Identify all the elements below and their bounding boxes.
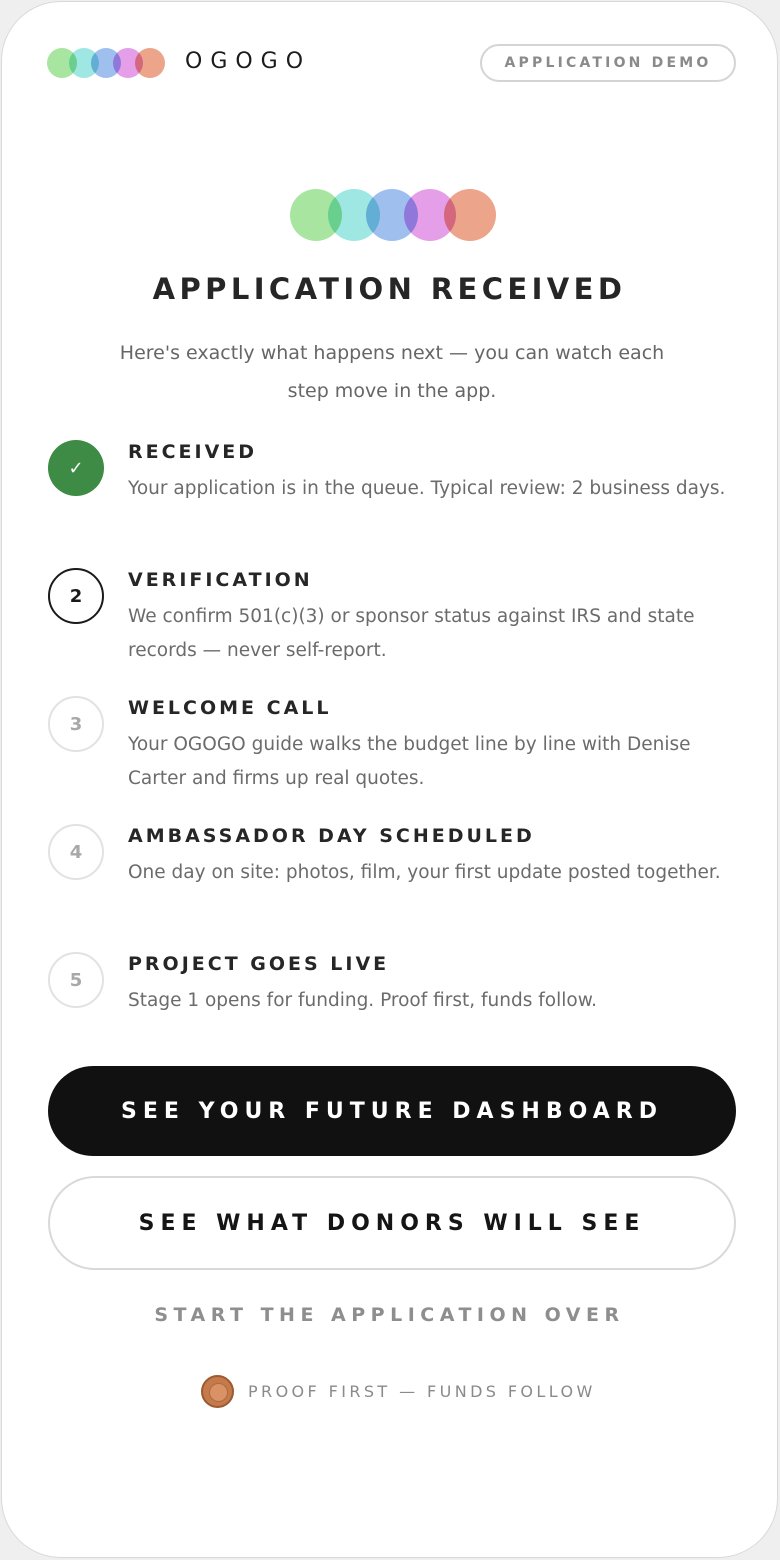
step-title: AMBASSADOR DAY SCHEDULED (128, 825, 535, 847)
page-title: APPLICATION RECEIVED (152, 272, 627, 306)
brand-name: OGOGO (185, 49, 312, 74)
step-verification (2, 566, 777, 686)
see-donor-view-button[interactable]: SEE WHAT DONORS WILL SEE (48, 1176, 736, 1270)
logo-dot (135, 48, 165, 78)
step-description: One day on site: photos, film, your first update posted together. (128, 862, 721, 883)
step-received (2, 438, 777, 558)
coin-icon (201, 1375, 234, 1408)
step-title: WELCOME CALL (128, 697, 332, 719)
hero-dots-icon (290, 189, 500, 243)
app-screen (1, 1, 778, 1558)
step-title: PROJECT GOES LIVE (128, 953, 390, 975)
step-number: 3 (48, 696, 104, 752)
step-description: Stage 1 opens for funding. Proof first, funds follow. (128, 990, 598, 1011)
tagline-text: PROOF FIRST — FUNDS FOLLOW (248, 1381, 596, 1401)
step-check-icon: ✓ (48, 440, 104, 496)
step-ambassador-day (2, 822, 777, 942)
step-title: RECEIVED (128, 441, 258, 463)
step-number: 4 (48, 824, 104, 880)
step-title: VERIFICATION (128, 569, 313, 591)
step-description: Your OGOGO guide walks the budget line by line with Denise Carter and firms up real quotes. (128, 734, 691, 789)
footer-tagline (201, 1374, 596, 1408)
step-number: 5 (48, 952, 104, 1008)
logo-dots-icon (47, 48, 167, 78)
header (2, 2, 777, 122)
step-project-live (2, 950, 777, 1070)
step-description: Your application is in the queue. Typical review: 2 business days. (128, 478, 726, 499)
step-description: We confirm 501(c)(3) or sponsor status against IRS and state records — never self-report. (128, 606, 695, 661)
see-future-dashboard-button[interactable]: SEE YOUR FUTURE DASHBOARD (48, 1066, 736, 1156)
step-welcome-call (2, 694, 777, 814)
hero-dot (444, 189, 496, 241)
step-number: 2 (48, 568, 104, 624)
restart-application-link[interactable]: START THE APPLICATION OVER (154, 1304, 625, 1326)
application-demo-badge[interactable]: APPLICATION DEMO (480, 44, 736, 82)
page-subtitle: Here's exactly what happens next — you can watch each step move in the app. (119, 342, 665, 402)
